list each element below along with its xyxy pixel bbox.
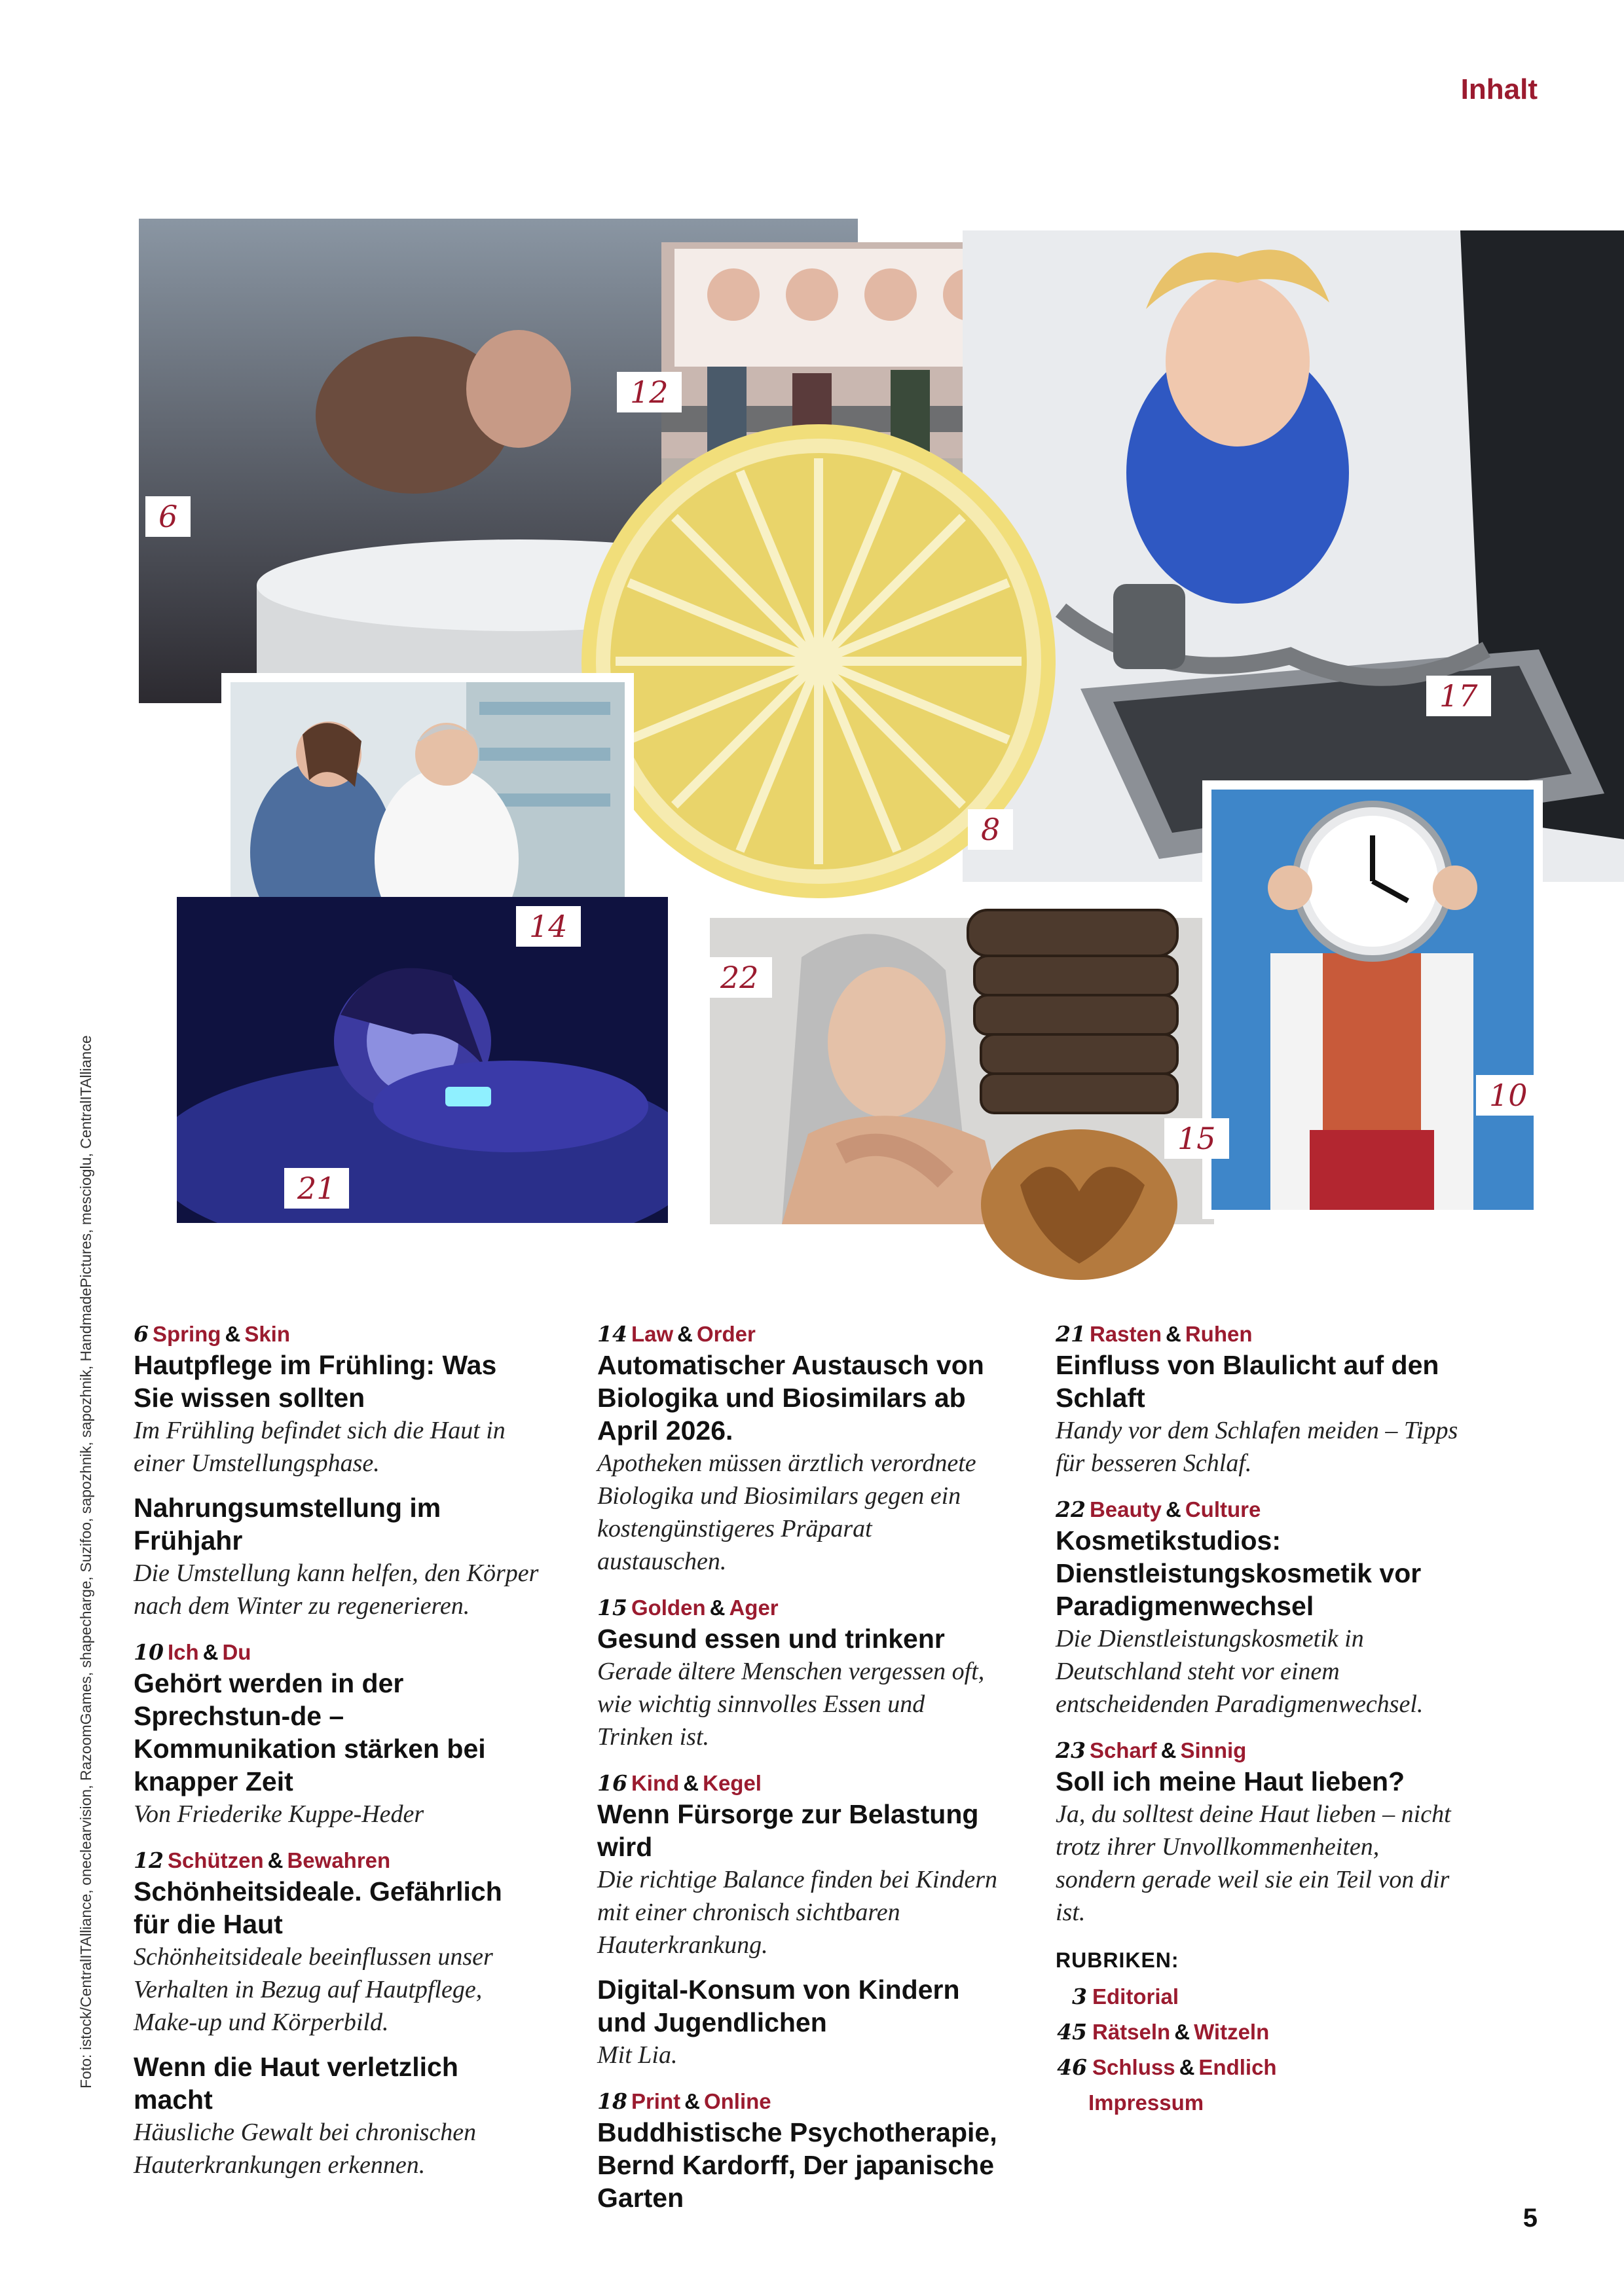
photo-bread-walnut — [955, 897, 1204, 1283]
photo-page-number-12: 12 — [617, 372, 682, 412]
toc-section-label: 10 Ich & Du — [134, 1639, 251, 1665]
toc-teaser: Gerade ältere Menschen vergessen oft, wie wichtig sinnvolles Essen und Trinken ist. — [597, 1658, 985, 1751]
toc-column-3 — [1056, 1321, 1462, 2121]
toc-section-label: 16 Kind & Kegel — [597, 1770, 762, 1796]
rubrik-item-impressum[interactable]: Impressum — [1088, 2090, 1204, 2115]
toc-title[interactable]: Soll ich meine Haut lieben? — [1056, 1766, 1405, 1796]
photo-page-number-22: 22 — [707, 957, 772, 998]
toc-teaser: Die Dienstleistungskosmetik in Deutschland steht vor einem entscheidenden Paradigmenwechsel. — [1056, 1625, 1424, 1718]
toc-title[interactable]: Gehört werden in der Sprechstun-de – Kommunikation stärken bei knapper Zeit — [134, 1668, 486, 1796]
toc-teaser: Handy vor dem Schlafen meiden – Tipps für besseren Schlaf. — [1056, 1417, 1458, 1477]
photo-page-number-8: 8 — [968, 809, 1013, 850]
toc-entry — [134, 1639, 540, 1831]
toc-title[interactable]: Wenn die Haut verletzlich macht — [134, 2052, 458, 2115]
toc-entry — [134, 1848, 540, 2181]
toc-column-1 — [134, 1321, 540, 2198]
rubrik-item-schluss[interactable]: 46 Schluss & Endlich — [1057, 2054, 1277, 2080]
toc-title[interactable]: Automatischer Austausch von Biologika und Biosimilars ab April 2026. — [597, 1350, 984, 1446]
toc-teaser: Die Umstellung kann helfen, den Körper nach dem Winter zu regenerieren. — [134, 1559, 539, 1620]
photo-page-number-14: 14 — [516, 906, 581, 947]
toc-teaser: Schönheitsideale beeinflussen unser Verhalten in Bezug auf Hautpflege, Make-up und Körperbild. — [134, 1943, 493, 2036]
toc-section-label: 12 Schützen & Bewahren — [134, 1848, 391, 1873]
toc-section-label: 6 Spring & Skin — [134, 1321, 291, 1347]
toc-entry — [597, 1321, 1003, 1578]
toc-section-label: 21 Rasten & Ruhen — [1056, 1321, 1253, 1347]
rubrik-item-editorial[interactable]: 3 Editorial — [1072, 1984, 1179, 2009]
section-label: Inhalt — [1460, 73, 1538, 105]
toc-section-label: 22 Beauty & Culture — [1056, 1497, 1261, 1522]
photo-page-number-6: 6 — [145, 496, 191, 537]
toc-teaser: Ja, du solltest deine Haut lieben – nicht trotz ihrer Unvollkommenheiten, sondern gerade weil sie ein Teil von dir ist. — [1056, 1800, 1451, 1926]
photo-page-number-21: 21 — [284, 1168, 349, 1209]
toc-title[interactable]: Gesund essen und trinkenr — [597, 1624, 945, 1654]
toc-title[interactable]: Digital-Konsum von Kindern und Jugendlichen — [597, 1975, 960, 2037]
toc-title[interactable]: Nahrungsumstellung im Frühjahr — [134, 1493, 441, 1556]
toc-entry — [134, 1321, 540, 1622]
toc-column-2 — [597, 1321, 1003, 2231]
toc-teaser: Häusliche Gewalt bei chronischen Hauterkrankungen erkennen. — [134, 2119, 477, 2179]
photo-clock-doctor — [1202, 780, 1543, 1219]
toc-teaser: Die richtige Balance finden bei Kindern mit einer chronisch sichtbaren Hauterkrankung. — [597, 1866, 998, 1959]
toc-section-label: 18 Print & Online — [597, 2088, 771, 2114]
toc-section-label: 23 Scharf & Sinnig — [1056, 1738, 1247, 1763]
toc-title[interactable]: Wenn Fürsorge zur Belastung wird — [597, 1799, 979, 1862]
toc-entry — [1056, 1497, 1462, 1721]
toc-entry — [597, 2088, 1003, 2214]
photo-page-number-17: 17 — [1426, 676, 1491, 716]
toc-section-label: 14 Law & Order — [597, 1321, 756, 1347]
toc-teaser: Von Friederike Kuppe-Heder — [134, 1800, 424, 1828]
toc-teaser: Mit Lia. — [597, 2041, 678, 2069]
toc-title[interactable]: Schönheitsideale. Gefährlich für die Haut — [134, 1876, 502, 1939]
toc-title[interactable]: Buddhistische Psychotherapie, Bernd Kardorff, Der japanische Garten — [597, 2117, 997, 2213]
photo-page-number-10: 10 — [1476, 1075, 1541, 1116]
toc-teaser: Apotheken müssen ärztlich verordnete Biologika und Biosimilars gegen ein kostengünstigeres Präparat austauschen. — [597, 1449, 976, 1575]
photo-page-number-15: 15 — [1164, 1118, 1229, 1159]
page-number: 5 — [1522, 2204, 1538, 2232]
toc-entry — [597, 1595, 1003, 1753]
rubrik-item-raetseln[interactable]: 45 Rätseln & Witzeln — [1057, 2019, 1270, 2045]
toc-entry — [1056, 1738, 1462, 1929]
toc-title[interactable]: Hautpflege im Frühling: Was Sie wissen sollten — [134, 1350, 497, 1413]
photo-night — [177, 897, 668, 1223]
toc-teaser: Im Frühling befindet sich die Haut in einer Umstellungsphase. — [134, 1417, 506, 1477]
toc-title[interactable]: Kosmetikstudios: Dienstleistungskosmetik vor Paradigmenwechsel — [1056, 1525, 1422, 1621]
rubriken-heading: RUBRIKEN: — [1056, 1948, 1179, 1972]
toc-entry — [1056, 1321, 1462, 1480]
photo-pharmacy — [221, 673, 634, 928]
toc-title[interactable]: Einfluss von Blaulicht auf den Schlaft — [1056, 1350, 1439, 1413]
photo-credit: Foto: istock/CentralITAlliance, oneclearvision, RazoomGames, shapecharge, Suzifoo, sapozhnik, sapozhnik, HandmadePictures, mescioglu, CentralITAlliance — [77, 1035, 94, 2088]
toc-section-label: 15 Golden & Ager — [597, 1595, 779, 1620]
toc-entry — [597, 1770, 1003, 2071]
